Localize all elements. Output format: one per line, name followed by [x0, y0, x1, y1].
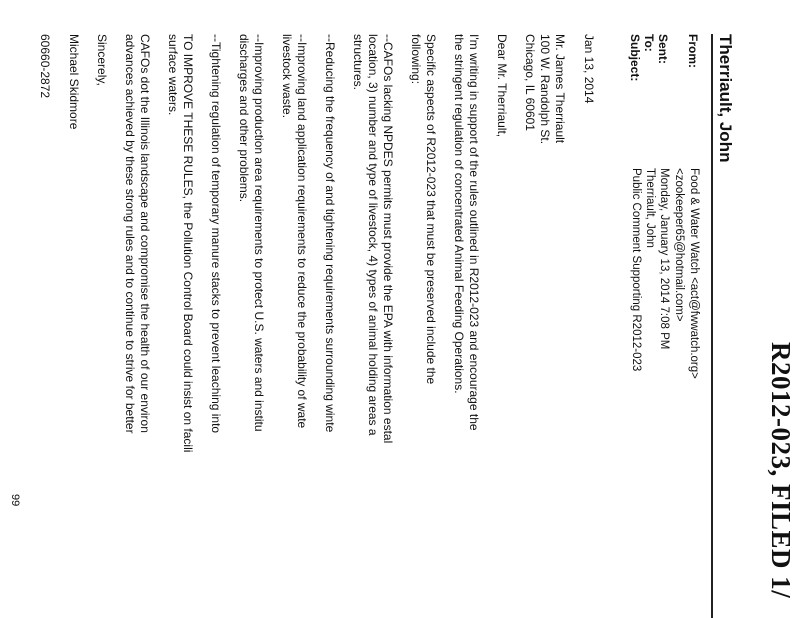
- signer-zip: 60660-2872: [38, 34, 52, 99]
- subject-label: Subject:: [628, 34, 642, 82]
- sender-name-heading: Therriault, John: [716, 34, 735, 163]
- specific-line-2: following:: [409, 34, 423, 85]
- from-value-line-1: Food & Water Watch <act@fwwatch.org>: [688, 168, 700, 379]
- closing-line-2: advances achieved by these strong rules and to continue to strive for better: [123, 34, 137, 434]
- item-3-line-1: --Improving land application requirements to reduce the probability of wate: [295, 34, 309, 429]
- sent-value: Monday, January 13, 2014 7:08 PM: [658, 168, 670, 350]
- letter-date: Jan 13, 2014: [582, 34, 596, 104]
- address-line-2: 100 W. Randolph St.: [538, 34, 552, 145]
- item-4-line-1: --Improving production area requirements to protect U.S. waters and institu: [252, 34, 266, 432]
- from-label: From:: [686, 34, 700, 68]
- salutation: Dear Mr. Therriault,: [495, 34, 509, 138]
- from-value-line-2: <zookeeper65@hotmail.com>: [673, 168, 685, 322]
- page-number: 99: [9, 494, 21, 507]
- item-5-line-1: --Tightening regulation of temporary manure stacks to prevent leaching into: [209, 34, 223, 434]
- improve-line-1: TO IMPROVE THESE RULES, the Pollution Control Board could insist on facili: [181, 34, 195, 453]
- sign-off: Sincerely,: [95, 34, 109, 86]
- item-3-line-2: livestock waste.: [280, 34, 294, 119]
- item-4-line-2: discharges and other problems.: [237, 34, 251, 203]
- item-1-line-3: structures.: [351, 34, 365, 91]
- address-line-3: Chicago, IL 60601: [523, 34, 537, 131]
- intro-line-1: I'm writing in support of the rules outlined in R2012-023 and encourage the: [467, 34, 481, 431]
- to-value: Therriault, John: [644, 168, 656, 248]
- sent-label: Sent:: [656, 34, 670, 64]
- address-line-1: Mr. James Therriault: [553, 34, 567, 144]
- subject-value: Public Comment Supporting R2012-023: [630, 168, 642, 372]
- specific-line-1: Specific aspects of R2012-023 that must be preserved include the: [424, 34, 438, 385]
- intro-line-2: the stringent regulation of concentrated Animal Feeding Operations.: [452, 34, 466, 394]
- item-1-line-2: location, 3) number and type of livestock, 4) types of animal holding areas a: [366, 34, 380, 436]
- header-rule: [711, 34, 713, 618]
- improve-line-2: surface waters.: [166, 34, 180, 116]
- closing-line-1: CAFOs dot the Illinois landscape and compromise the health of our environ: [138, 34, 152, 433]
- to-label: To:: [642, 34, 656, 52]
- item-2-line-1: --Reducing the frequency of and tightening requirements surrounding winte: [323, 34, 337, 433]
- item-1-line-1: --CAFOs lacking NPDES permits must provide the EPA with information estal: [381, 34, 395, 444]
- signer-name: Michael Skidmore: [67, 34, 81, 130]
- filing-stamp: R2012-023, FILED 1/: [766, 342, 796, 599]
